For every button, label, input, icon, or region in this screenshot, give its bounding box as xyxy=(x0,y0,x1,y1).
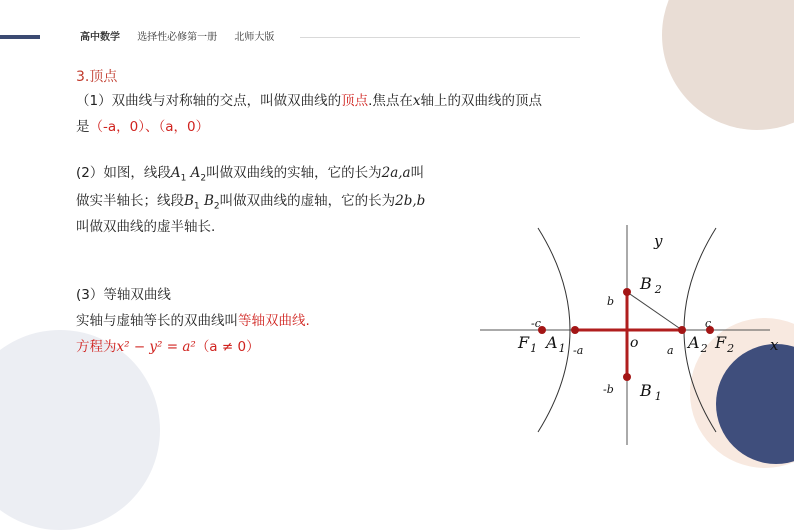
label-B2: B $_2$ xyxy=(640,274,662,296)
label-origin: o xyxy=(630,335,639,351)
header-publisher: 北师大版 xyxy=(234,32,275,43)
p2-line2-text-b: 叫做双曲线的虚轴，它的长为 xyxy=(219,193,396,209)
p1-text-c: 轴上的双曲线的顶点 xyxy=(420,93,543,109)
p1-var-x: x xyxy=(412,93,421,109)
p3-equation: x² − y² = a² xyxy=(116,339,196,355)
p2-A2-sub: 2 xyxy=(200,173,207,184)
b2-a2-line xyxy=(627,292,682,330)
label-y: y xyxy=(654,232,663,250)
label-F2: $F_2$ xyxy=(715,333,735,355)
label-c: c xyxy=(705,317,712,330)
label-B1: B $_1$ xyxy=(640,381,662,403)
header-divider-line xyxy=(300,37,580,38)
page-header xyxy=(80,28,274,43)
header-subject: 高中数学 xyxy=(80,32,120,43)
point-B2 xyxy=(623,288,631,296)
p3-text-a: 实轴与虚轴等长的双曲线叫 xyxy=(76,313,238,329)
p2-text-b: 叫做双曲线的实轴，它的长为 xyxy=(206,165,382,181)
p1-keyword-vertex: 顶点 xyxy=(341,93,369,109)
label-x: x xyxy=(770,336,779,354)
point-B1 xyxy=(623,373,631,381)
p3-equation-label: 方程为 xyxy=(76,339,117,355)
label-a: a xyxy=(667,344,674,357)
label-neg-a: -a xyxy=(573,344,584,357)
section-title: 3.顶点 xyxy=(76,69,118,85)
p1-line2-text: 是 xyxy=(76,119,90,135)
point-A1 xyxy=(571,326,579,334)
p2-A1: A xyxy=(170,165,181,181)
p2-imag-axis-length: 2b,b xyxy=(395,193,426,209)
p3-equation-condition: （a ≠ 0） xyxy=(195,339,260,355)
p1-text-b: .焦点在 xyxy=(368,93,413,109)
label-A2: $A_2$ xyxy=(688,333,708,355)
p2-text-a: (2）如图，线段 xyxy=(76,165,171,181)
decor-circle-bottom-left xyxy=(0,330,160,530)
p3-line2 xyxy=(76,312,310,330)
p1-line2 xyxy=(76,118,209,136)
p1-vertex-coords: （-a，0）、（a，0） xyxy=(89,119,210,135)
p2-line2-text-a: 做实半轴长；线段 xyxy=(76,193,184,209)
p1-line1 xyxy=(76,92,542,110)
p3-line1: (3）等轴双曲线 xyxy=(76,287,171,303)
p1-text-a: （1）双曲线与对称轴的交点，叫做双曲线的 xyxy=(76,93,342,109)
p2-B2-sub: 2 xyxy=(213,201,220,212)
label-A1: $A_1$ xyxy=(546,333,566,355)
p3-keyword-equilateral: 等轴双曲线. xyxy=(238,313,310,329)
p2-A2: A xyxy=(190,165,201,181)
p2-line2 xyxy=(76,192,425,216)
p2-B1: B xyxy=(184,193,194,209)
header-accent-bar xyxy=(0,35,40,39)
p2-B1-sub: 1 xyxy=(193,201,200,212)
p2-A1-sub: 1 xyxy=(180,173,187,184)
p2-B2: B xyxy=(203,193,214,209)
label-b: b xyxy=(607,295,615,308)
header-book: 选择性必修第一册 xyxy=(137,32,218,43)
point-A2 xyxy=(678,326,686,334)
hyperbola-figure xyxy=(470,220,790,447)
decor-circle-top-right xyxy=(662,0,794,130)
label-neg-b: -b xyxy=(603,383,614,396)
p2-text-c: 叫 xyxy=(410,165,425,181)
p3-line3 xyxy=(76,338,260,356)
p2-line3: 叫做双曲线的虚半轴长. xyxy=(76,219,216,235)
p2-real-axis-length: 2a,a xyxy=(381,165,411,181)
label-F1: $F_1$ xyxy=(518,333,538,355)
label-neg-c: -c xyxy=(531,317,541,330)
p2-line1 xyxy=(76,164,424,188)
